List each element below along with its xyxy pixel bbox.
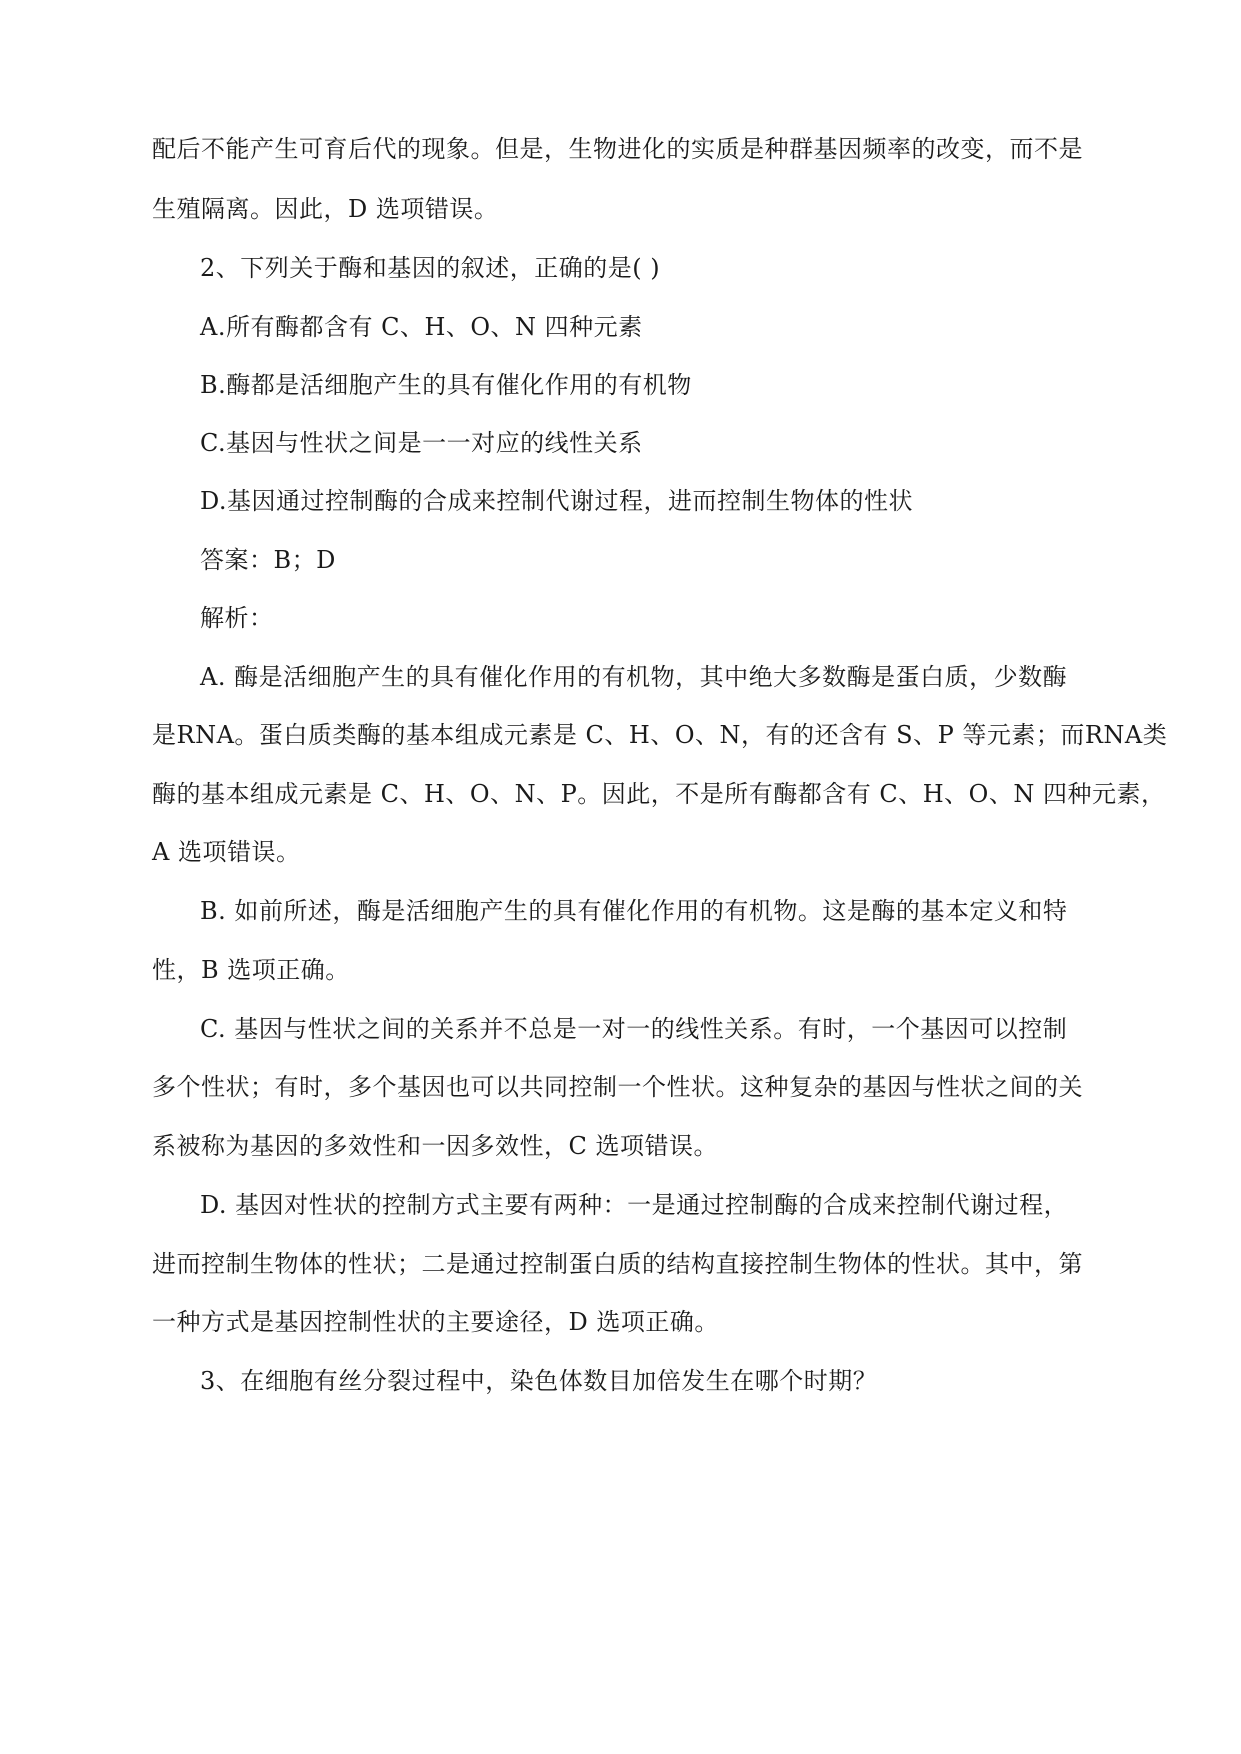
question-2: 2、下列关于酶和基因的叙述，正确的是( ) xyxy=(200,254,661,282)
option-c: C.基因与性状之间是一一对应的线性关系 xyxy=(200,429,643,457)
analysis-c-line: 多个性状；有时，多个基因也可以共同控制一个性状。这种复杂的基因与性状之间的关 xyxy=(152,1073,1083,1101)
analysis-d-line: 进而控制生物体的性状；二是通过控制蛋白质的结构直接控制生物体的性状。其中，第 xyxy=(152,1250,1083,1278)
answer-line: 答案：B；D xyxy=(200,546,336,574)
text-line: 生殖隔离。因此，D 选项错误。 xyxy=(152,195,499,223)
analysis-a-line: 酶的基本组成元素是 C、H、O、N、P。因此，不是所有酶都含有 C、H、O、N 四种元素， xyxy=(152,780,1166,808)
analysis-a-line: 是RNA。蛋白质类酶的基本组成元素是 C、H、O、N，有的还含有 S、P 等元素；而RNA类 xyxy=(152,721,1168,749)
analysis-c-line: C. 基因与性状之间的关系并不总是一对一的线性关系。有时，一个基因可以控制 xyxy=(200,1015,1068,1043)
option-d: D.基因通过控制酶的合成来控制代谢过程，进而控制生物体的性状 xyxy=(200,487,914,515)
text-line: 配后不能产生可育后代的现象。但是，生物进化的实质是种群基因频率的改变，而不是 xyxy=(152,135,1083,163)
analysis-b-line: B. 如前所述，酶是活细胞产生的具有催化作用的有机物。这是酶的基本定义和特 xyxy=(200,897,1068,925)
analysis-d-line: D. 基因对性状的控制方式主要有两种：一是通过控制酶的合成来控制代谢过程， xyxy=(200,1191,1069,1219)
analysis-d-line: 一种方式是基因控制性状的主要途径，D 选项正确。 xyxy=(152,1308,719,1336)
analysis-b-line: 性，B 选项正确。 xyxy=(152,956,350,984)
analysis-a-line: A 选项错误。 xyxy=(152,838,301,866)
analysis-c-line: 系被称为基因的多效性和一因多效性，C 选项错误。 xyxy=(152,1132,718,1160)
question-3: 3、在细胞有丝分裂过程中，染色体数目加倍发生在哪个时期？ xyxy=(200,1367,878,1395)
option-a: A.所有酶都含有 C、H、O、N 四种元素 xyxy=(200,313,643,341)
analysis-heading: 解析： xyxy=(200,604,274,632)
option-b: B.酶都是活细胞产生的具有催化作用的有机物 xyxy=(200,371,692,399)
analysis-a-line: A. 酶是活细胞产生的具有催化作用的有机物，其中绝大多数酶是蛋白质，少数酶 xyxy=(200,663,1068,691)
